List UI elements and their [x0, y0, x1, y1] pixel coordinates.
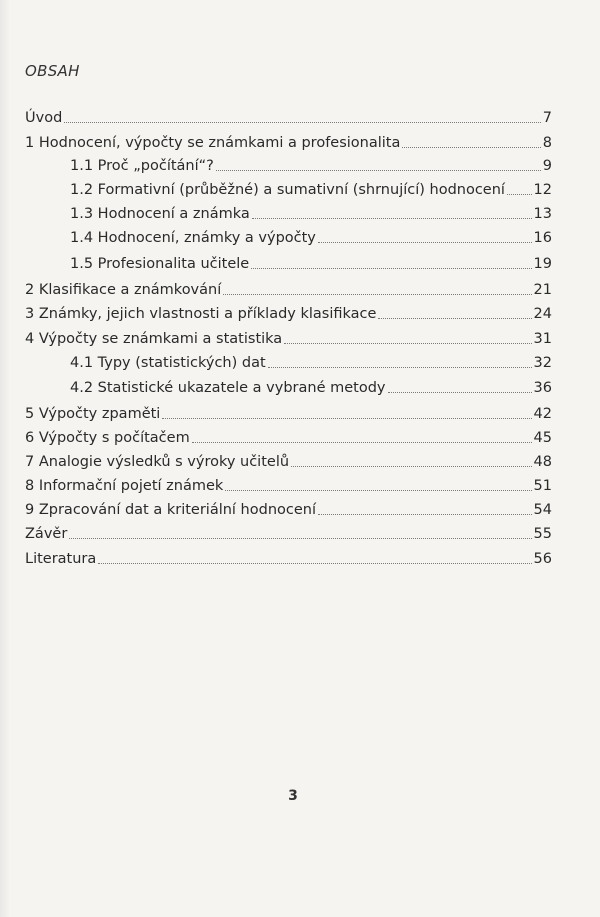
toc-entry-page: 51 [533, 478, 552, 494]
toc-entry [70, 378, 552, 398]
toc-entry-page: 16 [533, 230, 552, 246]
dot-leader [223, 294, 531, 295]
dot-leader [252, 218, 532, 219]
toc-entry-title: Literatura [25, 551, 97, 567]
dot-leader [402, 147, 540, 148]
dot-leader [216, 170, 541, 171]
dot-leader [98, 563, 531, 564]
toc-entry-title: 1.2 Formativní (průběžné) a sumativní (shrnující) hodnocení [70, 182, 505, 198]
toc-entry-title: 1 Hodnocení, výpočty se známkami a profesionalita [25, 135, 401, 151]
toc-entry-title: 3 Známky, jejich vlastnosti a příklady klasifikace [25, 306, 377, 322]
toc-entry [25, 549, 552, 569]
dot-leader [291, 466, 532, 467]
dot-leader [64, 122, 540, 123]
toc-entry [25, 133, 552, 153]
toc-entry-page: 31 [533, 331, 552, 347]
dot-leader [69, 538, 531, 539]
toc-entry-title: 7 Analogie výsledků s výroky učitelů [25, 454, 290, 470]
toc-entry-title: Závěr [25, 526, 68, 542]
toc-entry [25, 524, 552, 544]
toc-entry-page: 13 [533, 206, 552, 222]
dot-leader [318, 514, 532, 515]
toc-entry [25, 476, 552, 496]
toc-entry-page: 9 [542, 158, 552, 174]
toc-entry-page: 55 [533, 526, 552, 542]
toc-entry [70, 254, 552, 274]
toc-entry [70, 204, 552, 224]
toc-entry-page: 8 [542, 135, 552, 151]
toc-entry-title: 8 Informační pojetí známek [25, 478, 224, 494]
toc-entry [25, 452, 552, 472]
toc-entry-title: 2 Klasifikace a známkování [25, 282, 222, 298]
toc-entry-title: 1.5 Profesionalita učitele [70, 256, 250, 272]
toc-entry-title: 1.3 Hodnocení a známka [70, 206, 250, 222]
dot-leader [507, 194, 532, 195]
toc-entry-page: 42 [533, 406, 552, 422]
dot-leader [268, 367, 532, 368]
toc-entry-page: 36 [533, 380, 552, 396]
toc-entry-page: 12 [533, 182, 552, 198]
toc-entry-title: 4.2 Statistické ukazatele a vybrané metody [70, 380, 386, 396]
dot-leader [388, 392, 532, 393]
toc-entry-page: 32 [533, 355, 552, 371]
toc-entry-title: 5 Výpočty zpaměti [25, 406, 161, 422]
toc-entry-page: 54 [533, 502, 552, 518]
toc-entry [25, 428, 552, 448]
dot-leader [251, 268, 531, 269]
toc-entry-page: 21 [533, 282, 552, 298]
dot-leader [192, 442, 532, 443]
toc-entry [25, 108, 552, 128]
toc-entry [25, 329, 552, 349]
toc-entry-page: 48 [533, 454, 552, 470]
toc-entry [25, 280, 552, 300]
dot-leader [318, 242, 532, 243]
toc-entry [25, 500, 552, 520]
toc-heading: OBSAH [25, 62, 80, 80]
dot-leader [225, 490, 531, 491]
toc-entry-page: 19 [533, 256, 552, 272]
dot-leader [284, 343, 531, 344]
toc-entry [25, 304, 552, 324]
toc-entry-title: 6 Výpočty s počítačem [25, 430, 190, 446]
toc-entry-title: 1.4 Hodnocení, známky a výpočty [70, 230, 316, 246]
toc-entry-page: 24 [533, 306, 552, 322]
toc-entry [25, 404, 552, 424]
toc-entry-title: Úvod [25, 110, 63, 126]
toc-entry [70, 156, 552, 176]
toc-entry [70, 353, 552, 373]
toc-entry-title: 9 Zpracování dat a kriteriální hodnocení [25, 502, 316, 518]
toc-entry-title: 4.1 Typy (statistických) dat [70, 355, 266, 371]
toc-entry [70, 228, 552, 248]
toc-entry-title: 4 Výpočty se známkami a statistika [25, 331, 283, 347]
dot-leader [162, 418, 531, 419]
toc-entry [70, 180, 552, 200]
toc-entry-page: 56 [533, 551, 552, 567]
toc-entry-page: 45 [533, 430, 552, 446]
page-number: 3 [288, 788, 298, 804]
toc-entry-page: 7 [542, 110, 552, 126]
dot-leader [378, 318, 531, 319]
toc-entry-title: 1.1 Proč „počítání“? [70, 158, 214, 174]
